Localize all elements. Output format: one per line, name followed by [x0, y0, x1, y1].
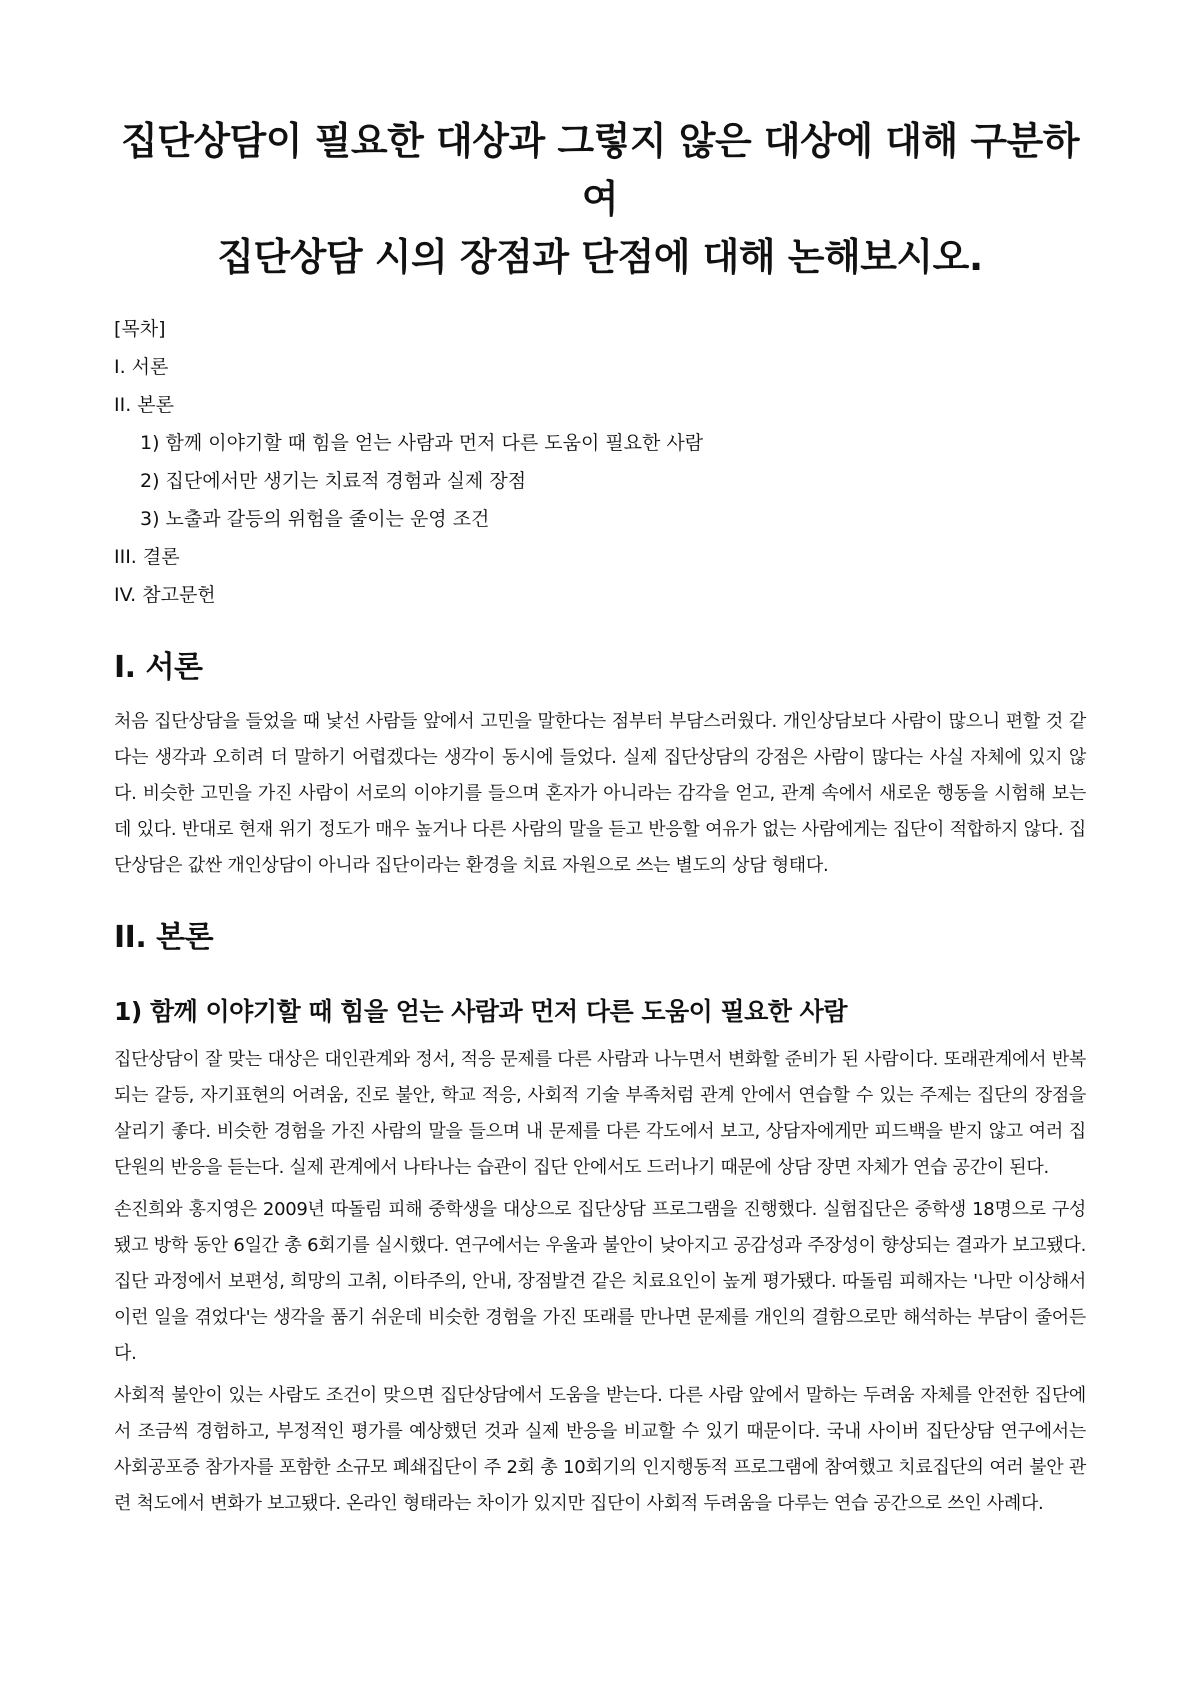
intro-heading: I. 서론: [114, 650, 203, 685]
table-of-contents: [114, 310, 1086, 614]
toc-label: [목차]: [114, 318, 166, 340]
toc-item-conclusion: III. 결론: [114, 546, 180, 568]
toc-item-body-3: 3) 노출과 갈등의 위험을 줄이는 운영 조건: [140, 508, 490, 530]
toc-item-references: IV. 참고문헌: [114, 584, 216, 606]
body-sub1-paragraph-2: 손진희와 홍지영은 2009년 따돌림 피해 중학생을 대상으로 집단상담 프로그램을 진행했다. 실험집단은 중학생 18명으로 구성됐고 방학 동안 6일간 총 6회기를 실시했다. 연구에서는 우울과 불안이 낮아지고 공감성과 주장성이 향상되는 결과가 보고됐다. 집단 과정에서 보편성, 희망의 고취, 이타주의, 안내, 장점발견 같은 치료요인이 높게 평가됐다. 따돌림 피해자는 '나만 이상해서 이런 일을 겪었다'는 생각을 품기 쉬운데 비슷한 경험을 가진 또래를 만나면 문제를 개인의 결함으로만 해석하는 부담이 줄어든다.: [114, 1199, 1086, 1364]
toc-item-body-2: 2) 집단에서만 생기는 치료적 경험과 실제 장점: [140, 470, 527, 492]
body-sub1-paragraph-3: 사회적 불안이 있는 사람도 조건이 맞으면 집단상담에서 도움을 받는다. 다른 사람 앞에서 말하는 두려움 자체를 안전한 집단에서 조금씩 경험하고, 부정적인 평가를 예상했던 것과 실제 반응을 비교할 수 있기 때문이다. 국내 사이버 집단상담 연구에서는 사회공포증 참가자를 포함한 소규모 폐쇄집단이 주 2회 총 10회기의 인지행동적 프로그램에 참여했고 치료집단의 여러 불안 관련 척도에서 변화가 보고됐다. 온라인 형태라는 차이가 있지만 집단이 사회적 두려움을 다루는 연습 공간으로 쓰인 사례다.: [114, 1385, 1086, 1514]
toc-item-body-1: 1) 함께 이야기할 때 힘을 얻는 사람과 먼저 다른 도움이 필요한 사람: [140, 432, 704, 454]
toc-item-body: II. 본론: [114, 394, 174, 416]
body-heading: II. 본론: [114, 920, 214, 955]
body-sub1-heading: 1) 함께 이야기할 때 힘을 얻는 사람과 먼저 다른 도움이 필요한 사람: [114, 997, 847, 1026]
intro-paragraph: 처음 집단상담을 들었을 때 낯선 사람들 앞에서 고민을 말한다는 점부터 부담스러웠다. 개인상담보다 사람이 많으니 편할 것 같다는 생각과 오히려 더 말하기 어렵겠다는 생각이 동시에 들었다. 실제 집단상담의 강점은 사람이 많다는 사실 자체에 있지 않다. 비슷한 고민을 가진 사람이 서로의 이야기를 들으며 혼자가 아니라는 감각을 얻고, 관계 속에서 새로운 행동을 시험해 보는 데 있다. 반대로 현재 위기 정도가 매우 높거나 다른 사람의 말을 듣고 반응할 여유가 없는 사람에게는 집단이 적합하지 않다. 집단상담은 값싼 개인상담이 아니라 집단이라는 환경을 치료 자원으로 쓰는 별도의 상담 형태다.: [114, 711, 1086, 876]
title-line-2: 집단상담 시의 장점과 단점에 대해 논해보시오.: [217, 235, 983, 279]
body-sub1-paragraph-1: 집단상담이 잘 맞는 대상은 대인관계와 정서, 적응 문제를 다른 사람과 나누면서 변화할 준비가 된 사람이다. 또래관계에서 반복되는 갈등, 자기표현의 어려움, 진로 불안, 학교 적응, 사회적 기술 부족처럼 관계 안에서 연습할 수 있는 주제는 집단의 장점을 살리기 좋다. 비슷한 경험을 가진 사람의 말을 들으며 내 문제를 다른 각도에서 보고, 상담자에게만 피드백을 받지 않고 여러 집단원의 반응을 듣는다. 실제 관계에서 나타나는 습관이 집단 안에서도 드러나기 때문에 상담 장면 자체가 연습 공간이 된다.: [114, 1049, 1086, 1178]
title-line-1: 집단상담이 필요한 대상과 그렇지 않은 대상에 대해 구분하여: [120, 119, 1080, 221]
toc-item-intro: I. 서론: [114, 356, 169, 378]
document-title: [114, 112, 1086, 286]
